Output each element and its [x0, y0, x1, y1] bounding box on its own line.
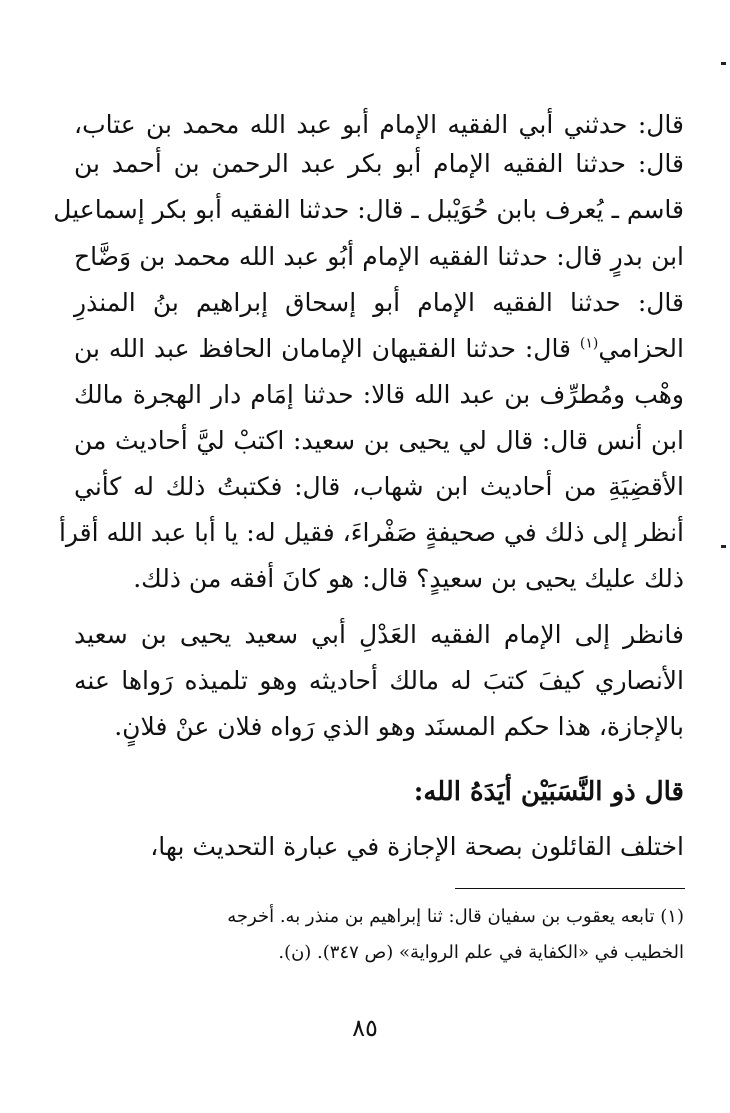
main-text-line-3: قاسم ـ يُعرف بابن حُوَيْبل ـ قال: حدثنا الفقيه أبو بكر إسماعيل — [53, 195, 684, 224]
footnote-line-1: (١) تابعه يعقوب بن سفيان قال: ثنا إبراهيم بن منذر به. أخرجه — [227, 906, 684, 927]
main-text-line-13: الأنصاري كيفَ كتبَ له مالك أحاديثه وهو تلميذه رَواها عنه — [74, 666, 684, 695]
main-text-line-11: ذلك عليك يحيى بن سعيدٍ؟ قال: هو كانَ أفقه من ذلك. — [133, 564, 684, 593]
main-text-line-6-rest: قال: حدثنا الفقيهان الإمامان الحافظ عبد الله بن — [74, 334, 572, 363]
main-text-line-8: ابن أنس قال: قال لي يحيى بن سعيد: اكتبْ ليَّ أحاديث من — [74, 426, 684, 455]
main-text-line-15: اختلف القائلون بصحة الإجازة في عبارة التحديث بها، — [150, 832, 684, 861]
main-text-line-2: قال: حدثنا الفقيه الإمام أبو بكر عبد الرحمن بن أحمد بن — [74, 149, 684, 178]
main-text-line-10: أنظر إلى ذلك في صحيفةٍ صَفْراءَ، فقيل له: يا أبا عبد الله أقرأ — [58, 518, 684, 547]
main-text-line-14: بالإجازة، هذا حكم المسنَد وهو الذي رَواه فلان عنْ فلانٍ. — [114, 712, 684, 741]
footnote-reference-marker: (١) — [579, 335, 599, 352]
main-text-line-1: قال: حدثني أبي الفقيه الإمام أبو عبد الله محمد بن عتاب، — [74, 110, 684, 139]
middle-right-margin-mark — [721, 545, 726, 548]
main-text-line-4: ابن بدرٍ قال: حدثنا الفقيه الإمام أبُو عبد الله محمد بن وَضَّاح — [74, 242, 685, 271]
footnote-separator — [455, 888, 685, 889]
main-text-line-5: قال: حدثنا الفقيه الإمام أبو إسحاق إبراهيم بنُ المنذرِ — [74, 288, 684, 317]
main-text-line-7: وهْب ومُطرِّف بن عبد الله قالا: حدثنا إمَام دار الهجرة مالك — [74, 380, 684, 409]
main-text-line-6 — [74, 332, 684, 366]
main-text-line-6-start: الحزامي — [598, 334, 684, 363]
footnote-line-2: الخطيب في «الكفاية في علم الرواية» (ص ٣٤٧). (ن). — [278, 942, 684, 963]
top-right-margin-mark — [721, 62, 726, 65]
section-heading: قال ذو النَّسَبَيْن أيَدَهُ الله: — [413, 777, 684, 807]
main-text-line-9: الأقضِيَةِ من أحاديث ابن شهاب، قال: فكتبتُ ذلك له كأني — [74, 472, 684, 501]
main-text-line-12: فانظر إلى الإمام الفقيه العَدْلِ أبي سعيد يحيى بن سعيد — [74, 620, 684, 649]
page-number: ٨٥ — [352, 1014, 378, 1042]
